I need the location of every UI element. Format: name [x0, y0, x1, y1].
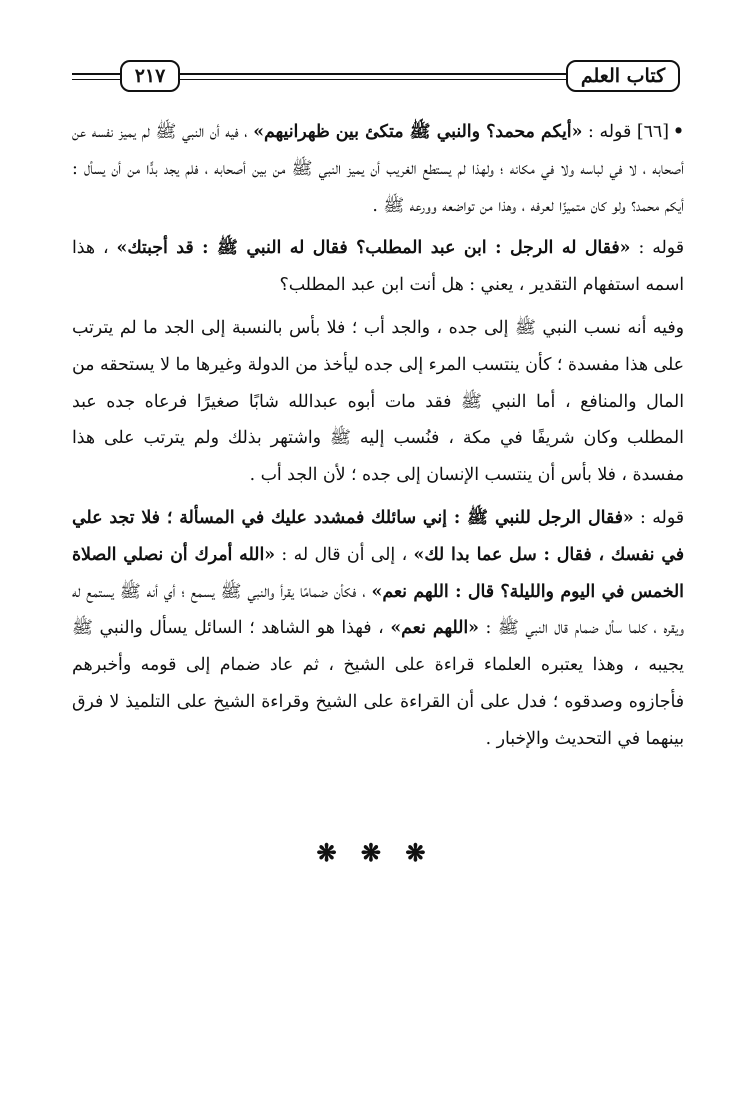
bullet-icon: •: [672, 122, 684, 142]
paragraph-lineage: وفيه أنه نسب النبي ﷺ إلى جده ، والجد أب ؛ فلا بأس بالنسبة إلى الجد ما لم يترتب على هذا مفسدة ؛ كأن ينتسب المرء إلى جده ليأخذ من الدولة وغيرها ما لا يستحقه من المال والمنافع ، أما النبي ﷺ فقد مات أبوه عبدالله شابًا صغيرًا فرعاه جده عبد المطلب وكان شريفًا في مكة ، فنُسب إليه ﷺ واشتهر بذلك ولم يترتب على هذا مفسدة ، فلا بأس أن ينتسب الإنسان إلى جده ؛ لأن الجد أب .: [72, 317, 684, 486]
intro-text: قوله :: [630, 238, 684, 259]
commentary-text: ، إلى أن قال له :: [275, 544, 414, 565]
hadith-quote: «اللهم نعم»: [390, 618, 479, 639]
hadith-quote: «فقال الرجل للنبي ﷺ : إني سائلك فمشدد عليك في المسألة ؛ فلا تجد علي في نفسك ، فقال : سل عما بدا لك»: [72, 507, 684, 565]
page-number: ٢١٧: [120, 60, 180, 92]
commentary-text: ، هذا اسمه استفهام التقدير ، يعني : هل أنت ابن عبد المطلب؟: [72, 238, 684, 296]
paragraph-ibn-abd-al-muttalib: [72, 230, 684, 304]
book-title: كتاب العلم: [566, 60, 680, 92]
commentary-text: ، فيه أن النبي ﷺ لم يميز نفسه عن أصحابه ، لا في لباسه ولا في مكانه ؛ ولهذا لم يستطع الغريب أن يميز النبي ﷺ من بين أصحابه ، فلم يجد بدًّا من أن يسأل : أيكم محمد؟ ولو كان متميزًا لعرفه ، وهذا من تواضعه وورعه ﷺ .: [72, 122, 684, 216]
section-separator: ❋ ❋ ❋: [316, 838, 434, 867]
hadith-quote: «الله أمرك أن نصلي الصلاة الخمس في اليوم والليلة؟ قال : اللهم نعم»: [72, 544, 684, 602]
paragraph-dimam-questions: [72, 500, 684, 758]
page-header: [72, 56, 680, 96]
hadith-quote: «فقال له الرجل : ابن عبد المطلب؟ فقال له النبي ﷺ : قد أجبتك»: [116, 238, 631, 259]
commentary-text: ، فكأن ضمامًا يقرأ والنبي ﷺ يسمع ؛ أي أنه ﷺ يستمع له ويقره ، كلما سأل ضمام قال النبي ﷺ :: [72, 581, 684, 639]
page-content: [72, 114, 684, 758]
hadith-quote: «أيكم محمد؟ والنبي ﷺ متكئ بين ظهرانيهم»: [253, 122, 583, 142]
hadith-number: [٦٦] قوله :: [582, 122, 669, 142]
commentary-text: ، فهذا هو الشاهد ؛ السائل يسأل والنبي ﷺ يجيبه ، وهذا يعتبره العلماء قراءة على الشيخ ، ثم عاد ضمام إلى قومه وأخبرهم فأجازوه وصدقوه ؛ فدل على أن القراءة على الشيخ وقراءة الشيخ على التلميذ لا فرق بينهما في التحديث والإخبار .: [72, 618, 684, 749]
paragraph-hadith-66: [72, 114, 684, 224]
intro-text: قوله :: [633, 507, 685, 528]
